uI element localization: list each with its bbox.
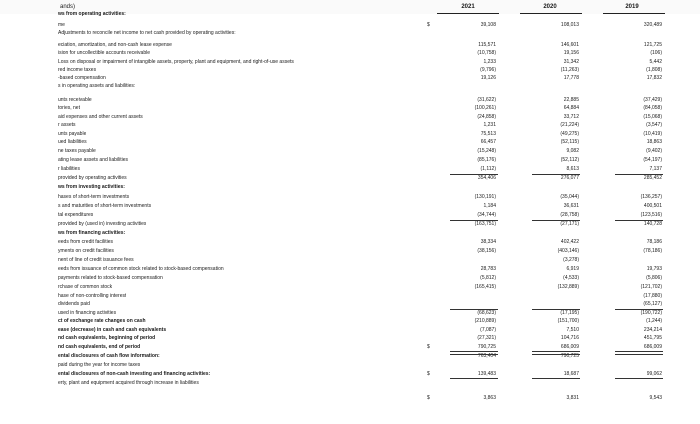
value-2019: 78,186 — [646, 239, 662, 245]
value-2021: (9,796) — [480, 67, 496, 73]
row-label: tories, net — [58, 105, 80, 111]
value-2019: 140,728 — [643, 221, 662, 227]
row-label: Adjustments to reconcile net income to net cash provided by operating activities: — [58, 30, 236, 36]
value-2019: (123,516) — [640, 212, 662, 218]
row-label: s and maturities of short-term investments — [58, 203, 152, 209]
value-2019: (37,429) — [643, 97, 662, 103]
row-label: r liabilities — [58, 166, 80, 172]
table-row — [0, 318, 700, 325]
value-2019: (121,702) — [640, 284, 662, 290]
row-label: payments related to stock-based compensation — [58, 275, 163, 281]
value-2021: (15,248) — [477, 148, 496, 154]
row-label: ws from operating activities: — [58, 11, 126, 17]
table-row — [0, 248, 700, 255]
row-label: ne taxes payable — [58, 148, 96, 154]
row-label: rchase of common stock — [58, 284, 113, 290]
table-row — [0, 30, 700, 37]
value-2019: (3,547) — [646, 122, 662, 128]
subtotal-rule — [532, 174, 580, 175]
subtotal-rule — [615, 220, 663, 221]
value-2020: (28,758) — [560, 212, 579, 218]
dollar-sign: $ — [427, 395, 430, 401]
table-row — [0, 221, 700, 228]
value-2020: (27,171) — [560, 221, 579, 227]
value-2021: 28,783 — [480, 266, 496, 272]
value-2020: (52,112) — [560, 157, 579, 163]
total-rule — [615, 351, 663, 355]
table-row — [0, 380, 700, 387]
value-2020: 3,831 — [566, 395, 579, 401]
table-row — [0, 203, 700, 210]
row-label: eciation, amortization, and non-cash lease expense — [58, 42, 172, 48]
value-2020: 33,712 — [563, 114, 579, 120]
table-row — [0, 353, 700, 360]
value-2020: 8,613 — [566, 166, 579, 172]
value-2021: 1,184 — [483, 203, 496, 209]
value-2019: (54,197) — [643, 157, 662, 163]
table-row — [0, 114, 700, 121]
value-2020: 7,510 — [566, 327, 579, 333]
value-2019: 17,832 — [646, 75, 662, 81]
value-2021: (27,321) — [477, 335, 496, 341]
total-rule — [450, 378, 498, 379]
value-2021: 66,457 — [480, 139, 496, 145]
value-2020: 402,422 — [560, 239, 579, 245]
value-2019: (15,068) — [643, 114, 662, 120]
year-2021-header: 2021 — [461, 4, 475, 10]
table-row — [0, 105, 700, 112]
table-row — [0, 257, 700, 264]
value-2020: (403,146) — [557, 248, 579, 254]
table-row — [0, 335, 700, 342]
row-label: aid expenses and other current assets — [58, 114, 143, 120]
table-row — [0, 122, 700, 129]
table-row — [0, 327, 700, 334]
table-row — [0, 166, 700, 173]
table-row — [0, 212, 700, 219]
value-2021: (34,744) — [477, 212, 496, 218]
row-label: hase of non-controlling interest — [58, 293, 127, 299]
value-2020: (21,224) — [560, 122, 579, 128]
total-rule — [532, 351, 580, 355]
table-row — [0, 194, 700, 201]
value-2019: 7,137 — [649, 166, 662, 172]
table-row — [0, 266, 700, 273]
subtotal-rule — [532, 220, 580, 221]
value-2020: 19,156 — [563, 50, 579, 56]
value-2019: 9,543 — [649, 395, 662, 401]
row-label: ws from financing activities: — [58, 230, 126, 236]
value-2019: 99,062 — [646, 371, 662, 377]
value-2020: 31,342 — [563, 59, 579, 65]
dollar-sign: $ — [427, 344, 430, 350]
value-2021: 19,126 — [480, 75, 496, 81]
table-row — [0, 230, 700, 237]
total-rule — [450, 351, 498, 355]
value-2019: (190,722) — [640, 310, 662, 316]
dollar-sign: $ — [427, 22, 430, 28]
value-2020: 108,013 — [560, 22, 579, 28]
value-2020: (132,889) — [557, 284, 579, 290]
value-2021: 763,404 — [477, 353, 496, 359]
value-2019: (1,808) — [646, 67, 662, 73]
table-row — [0, 301, 700, 308]
row-label: me — [58, 22, 65, 28]
value-2021: (38,156) — [477, 248, 496, 254]
row-label: nent of line of credit issuance fees — [58, 257, 134, 263]
value-2020: (49,275) — [560, 131, 579, 137]
value-2020: (4,533) — [563, 275, 579, 281]
row-label: ease (decrease) in cash and cash equivalents — [58, 327, 167, 333]
value-2021: 3,863 — [483, 395, 496, 401]
value-2021: (5,812) — [480, 275, 496, 281]
row-label: provided by (used in) investing activities — [58, 221, 147, 227]
value-2019: 234,214 — [643, 327, 662, 333]
value-2020: 686,009 — [560, 344, 579, 350]
row-label: eeds from credit facilities — [58, 239, 114, 245]
value-2019: 285,452 — [643, 175, 662, 181]
table-row — [0, 284, 700, 291]
value-2020: 146,601 — [560, 42, 579, 48]
table-row — [0, 42, 700, 49]
row-label: unts receivable — [58, 97, 92, 103]
table-row — [0, 275, 700, 282]
table-row — [0, 75, 700, 82]
value-2019: (136,257) — [640, 194, 662, 200]
table-row — [0, 175, 700, 182]
row-label: -based compensation — [58, 75, 106, 81]
value-2021: (24,858) — [477, 114, 496, 120]
header-corner: ands) — [60, 4, 76, 10]
subtotal-rule — [615, 309, 663, 310]
value-2019: 19,793 — [646, 266, 662, 272]
row-label: ct of exchange rate changes on cash — [58, 318, 146, 324]
value-2020: 22,885 — [563, 97, 579, 103]
value-2021: (1,112) — [480, 166, 496, 172]
value-2020: 104,716 — [560, 335, 579, 341]
value-2020: (35,044) — [560, 194, 579, 200]
dollar-sign: $ — [427, 371, 430, 377]
row-label: ued liabilities — [58, 139, 87, 145]
year-2020-header: 2020 — [543, 4, 557, 10]
row-label: ision for uncollectible accounts receivable — [58, 50, 150, 56]
table-row — [0, 139, 700, 146]
total-rule — [615, 378, 663, 379]
value-2019: 121,725 — [643, 42, 662, 48]
value-2020: 6,919 — [566, 266, 579, 272]
value-2021: (10,758) — [477, 50, 496, 56]
table-row — [0, 310, 700, 317]
value-2021: 39,108 — [480, 22, 496, 28]
value-2021: (85,176) — [477, 157, 496, 163]
value-2019: 320,489 — [643, 22, 662, 28]
value-2020: (11,263) — [560, 67, 579, 73]
table-row — [0, 395, 700, 402]
value-2019: 686,009 — [643, 344, 662, 350]
value-2021: (210,889) — [474, 318, 496, 324]
total-rule — [532, 378, 580, 379]
row-label: ating lease assets and liabilities — [58, 157, 129, 163]
table-row — [0, 67, 700, 74]
value-2019: (78,186) — [643, 248, 662, 254]
row-label: tal expenditures — [58, 212, 94, 218]
value-2019: 5,442 — [649, 59, 662, 65]
row-label: red income taxes — [58, 67, 97, 73]
row-label: Loss on disposal or impairment of intangible assets, property, plant and equipment, and right-of-use assets — [58, 59, 294, 65]
row-label: dividends paid — [58, 301, 90, 307]
row-label: paid during the year for income taxes — [58, 362, 141, 368]
value-2019: (9,402) — [646, 148, 662, 154]
value-2021: 75,513 — [480, 131, 496, 137]
value-2019: (10,419) — [643, 131, 662, 137]
row-label: r assets — [58, 122, 76, 128]
value-2019: 400,501 — [643, 203, 662, 209]
value-2021: (163,751) — [474, 221, 496, 227]
value-2021: 1,233 — [483, 59, 496, 65]
row-label: unts payable — [58, 131, 87, 137]
value-2020: 17,778 — [563, 75, 579, 81]
value-2021: (7,087) — [480, 327, 496, 333]
row-label: ws from investing activities: — [58, 184, 125, 190]
value-2019: (106) — [650, 50, 662, 56]
table-row — [0, 371, 700, 378]
value-2020: 36,631 — [563, 203, 579, 209]
value-2020: 9,082 — [566, 148, 579, 154]
value-2020: 64,884 — [563, 105, 579, 111]
value-2021: (165,415) — [474, 284, 496, 290]
table-row — [0, 344, 700, 351]
table-row — [0, 293, 700, 300]
value-2020: 276,077 — [560, 175, 579, 181]
table-row — [0, 59, 700, 66]
subtotal-rule — [450, 174, 498, 175]
row-label: erty, plant and equipment acquired through increase in liabilities — [58, 380, 199, 386]
value-2021: (68,623) — [477, 310, 496, 316]
value-2021: (100,261) — [474, 105, 496, 111]
value-2020: (3,278) — [563, 257, 579, 263]
value-2019: (65,127) — [643, 301, 662, 307]
year-2019-header: 2019 — [625, 4, 639, 10]
value-2020: (151,700) — [557, 318, 579, 324]
value-2020: 790,725 — [560, 353, 579, 359]
subtotal-rule — [450, 220, 498, 221]
value-2020: (17,195) — [560, 310, 579, 316]
value-2019: 451,795 — [643, 335, 662, 341]
row-label: ental disclosures of non-cash investing and financing activities: — [58, 371, 211, 377]
table-row — [0, 239, 700, 246]
value-2021: 115,571 — [478, 42, 496, 48]
value-2021: 790,725 — [477, 344, 496, 350]
value-2020: 18,687 — [563, 371, 579, 377]
table-row — [0, 11, 700, 18]
row-label: hases of short-term investments — [58, 194, 130, 200]
value-2019: (84,058) — [643, 105, 662, 111]
table-row — [0, 362, 700, 369]
table-row — [0, 157, 700, 164]
value-2019: 18,863 — [646, 139, 662, 145]
value-2019: (1,244) — [646, 318, 662, 324]
row-label: nd cash equivalents, end of period — [58, 344, 141, 350]
value-2020: (52,115) — [560, 139, 579, 145]
table-row — [0, 22, 700, 29]
table-row — [0, 83, 700, 90]
value-2021: 354,406 — [477, 175, 496, 181]
table-row — [0, 50, 700, 57]
value-2021: 38,334 — [480, 239, 496, 245]
row-label: nd cash equivalents, beginning of period — [58, 335, 156, 341]
value-2021: (31,622) — [477, 97, 496, 103]
row-label: ental disclosures of cash flow information: — [58, 353, 160, 359]
subtotal-rule — [450, 309, 498, 310]
row-label: s in operating assets and liabilities: — [58, 83, 136, 89]
value-2019: (17,880) — [643, 293, 662, 299]
subtotal-rule — [532, 309, 580, 310]
row-label: used in financing activities — [58, 310, 117, 316]
table-row — [0, 184, 700, 191]
row-label: yments on credit facilities — [58, 248, 114, 254]
value-2021: 139,483 — [477, 371, 496, 377]
value-2021: 1,231 — [483, 122, 496, 128]
table-row — [0, 97, 700, 104]
value-2021: (130,191) — [474, 194, 496, 200]
value-2019: (5,806) — [646, 275, 662, 281]
subtotal-rule — [615, 174, 663, 175]
table-row — [0, 148, 700, 155]
table-row — [0, 131, 700, 138]
row-label: eeds from issuance of common stock related to stock-based compensation — [58, 266, 224, 272]
row-label: provided by operating activities — [58, 175, 127, 181]
